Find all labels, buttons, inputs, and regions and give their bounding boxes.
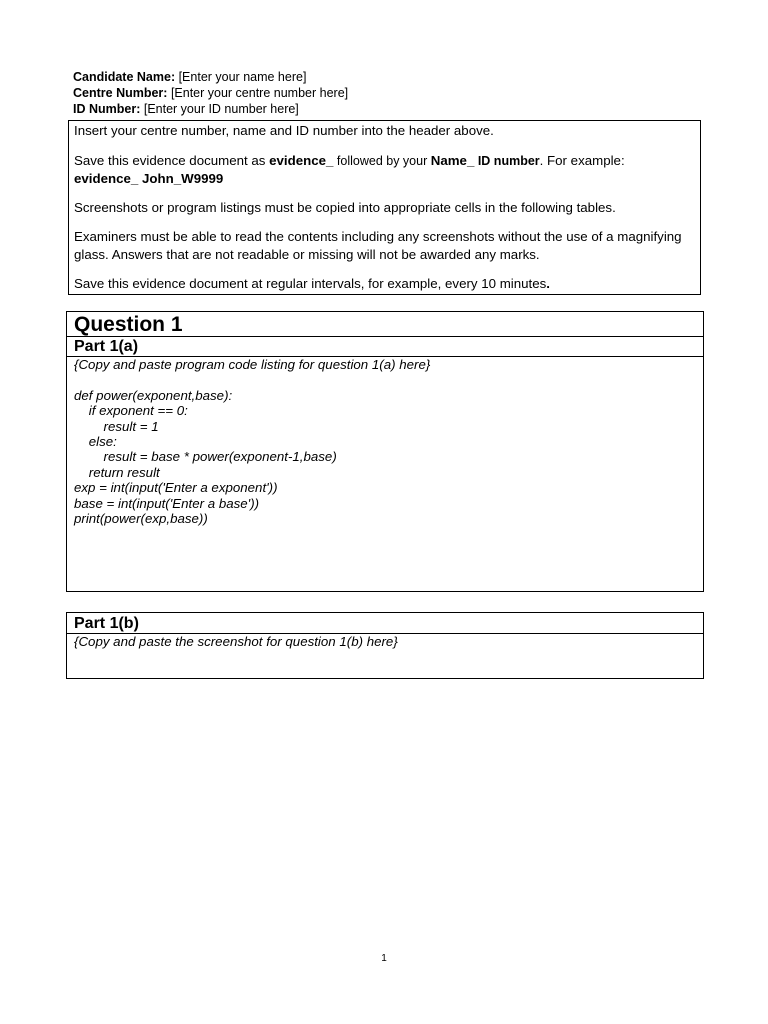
instruction-screenshots: Screenshots or program listings must be copied into appropriate cells in the following tables. [74, 200, 616, 215]
code-line: print(power(exp,base)) [74, 511, 208, 527]
save-prefix: Save this evidence document as [74, 153, 270, 168]
question-1-title: Question 1 [67, 312, 703, 337]
save-followed: followed by your [333, 154, 431, 168]
part-1b-answer-cell[interactable] [67, 634, 703, 649]
instructions-box [68, 120, 701, 295]
page-number: 1 [381, 953, 387, 964]
centre-number-row [73, 85, 348, 101]
part-1a-title: Part 1(a) [67, 337, 703, 357]
code-line: result = base * power(exponent-1,base) [74, 449, 337, 465]
id-number-value[interactable]: [Enter your ID number here] [140, 102, 299, 116]
intervals-text: Save this evidence document at regular intervals, for example, every 10 minutes [74, 276, 547, 291]
centre-number-value[interactable]: [Enter your centre number here] [167, 86, 349, 100]
save-example: evidence_ John_W9999 [74, 171, 224, 186]
save-suffix: . For example: [539, 153, 625, 168]
candidate-name-value[interactable]: [Enter your name here] [175, 70, 307, 84]
part-1b-table [66, 612, 704, 679]
code-line: base = int(input('Enter a base')) [74, 495, 260, 511]
save-name: Name_ [430, 153, 475, 168]
save-evidence: evidence_ [269, 153, 334, 168]
instruction-intervals [74, 275, 695, 293]
candidate-header [73, 69, 348, 117]
intervals-period: . [546, 276, 550, 291]
code-line: result = 1 [74, 418, 159, 434]
instruction-save [74, 152, 695, 188]
id-number-label: ID Number: [73, 102, 141, 116]
part-1b-instruction: {Copy and paste the screenshot for question 1(b) here} [74, 634, 398, 649]
code-line: exp = int(input('Enter a exponent')) [74, 480, 278, 496]
code-line: if exponent == 0: [74, 403, 188, 419]
part-1a-answer-cell[interactable] [67, 357, 703, 526]
code-line: else: [74, 434, 117, 450]
centre-number-label: Centre Number: [73, 86, 168, 100]
question-1-table [66, 311, 704, 592]
part-1a-instruction: {Copy and paste program code listing for question 1(a) here} [74, 357, 431, 372]
code-line: def power(exponent,base): [74, 387, 233, 403]
candidate-name-row [73, 69, 348, 85]
instruction-examiners: Examiners must be able to read the contents including any screenshots without the use of a magnifying glass. Answers that are not readable or missing will not be awarded any marks. [74, 229, 682, 262]
id-number-row [73, 101, 348, 117]
candidate-name-label: Candidate Name: [73, 70, 176, 84]
instruction-header: Insert your centre number, name and ID number into the header above. [74, 123, 494, 138]
part-1b-title: Part 1(b) [67, 613, 703, 634]
save-id: ID number [474, 154, 540, 168]
code-line: return result [74, 464, 160, 480]
